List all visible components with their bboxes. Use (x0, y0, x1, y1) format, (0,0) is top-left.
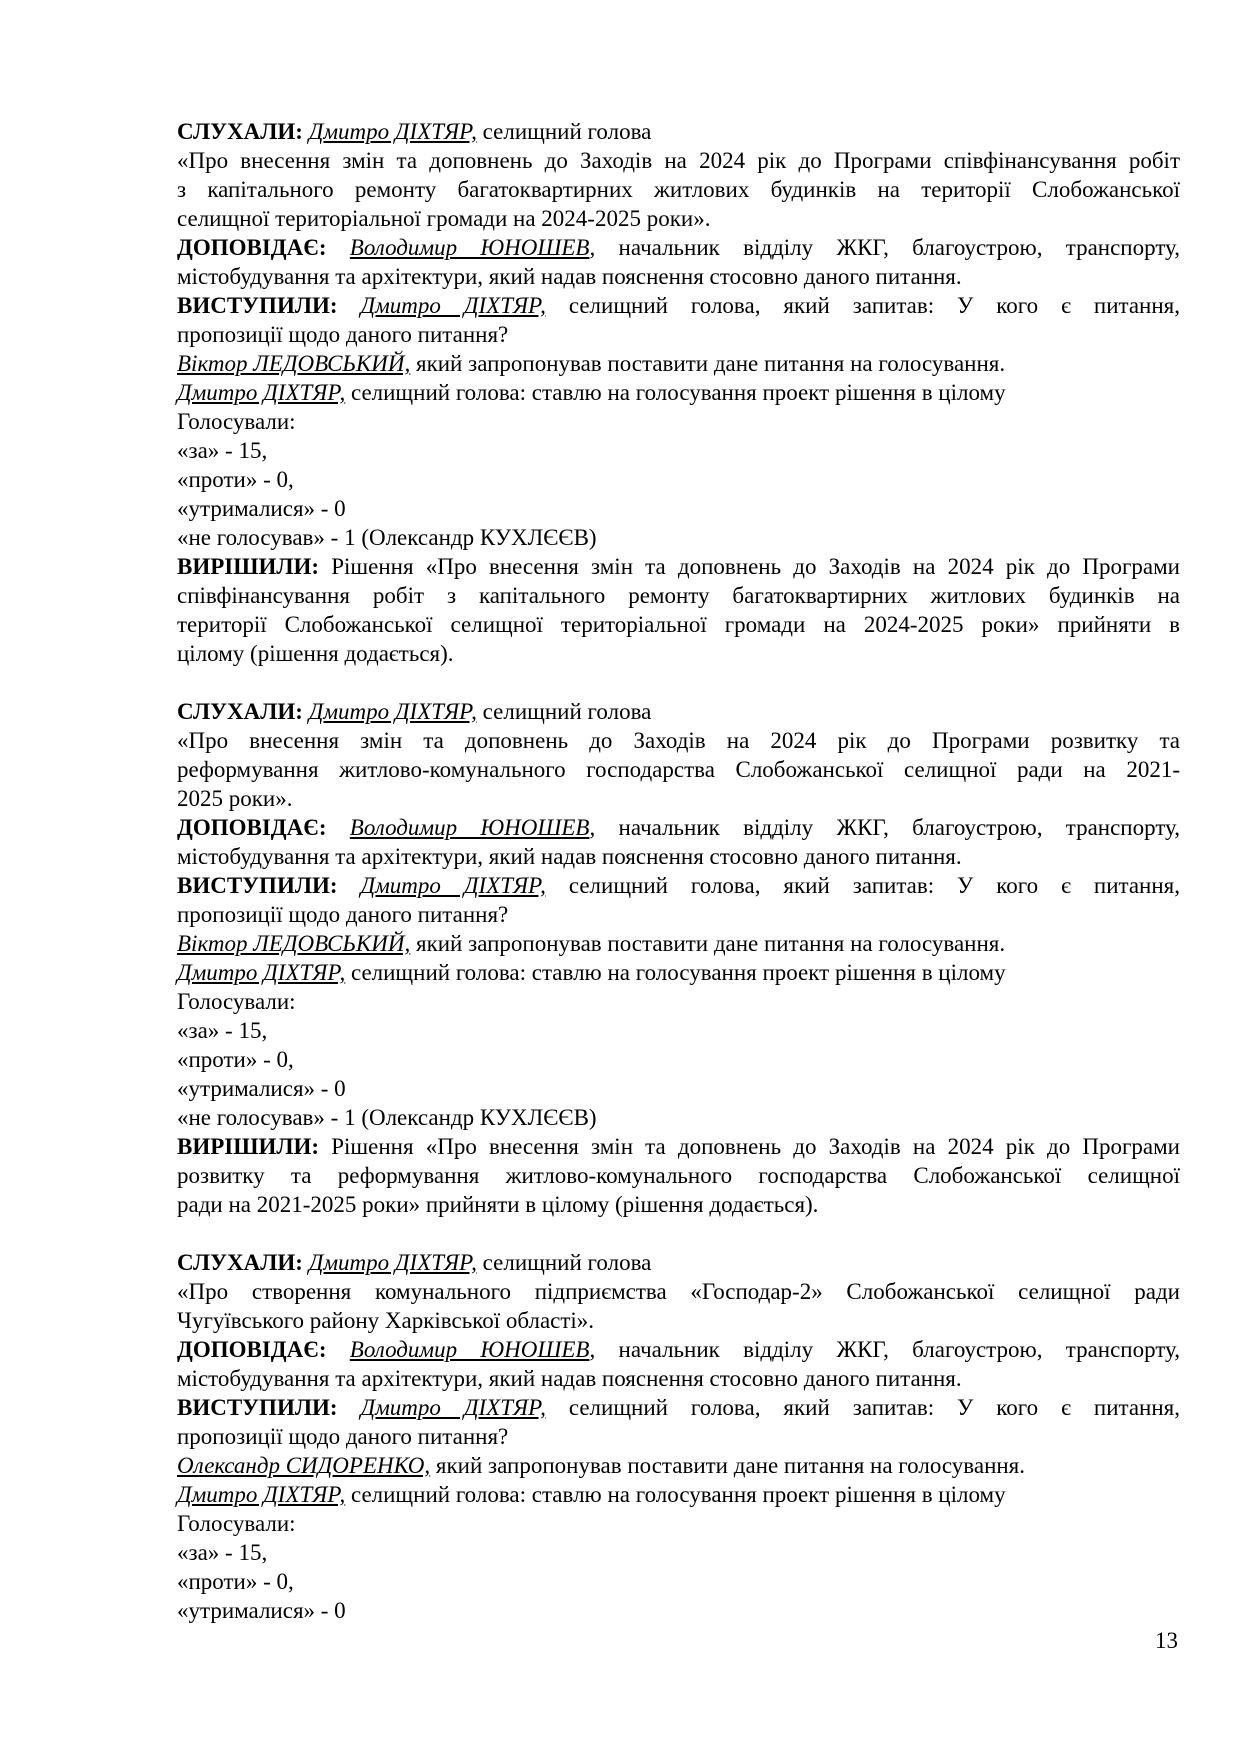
chair-name: Дмитро ДІХТЯР, (177, 960, 346, 985)
decision-line: співфінансування робіт з капітального ремонту багатоквартирних житлових будинків на (177, 583, 1180, 608)
proposer-text: який запропонував поставити дане питання на голосування. (410, 931, 1006, 956)
reporter-role: , начальник відділу ЖКГ, благоустрою, транспорту, (589, 815, 1181, 840)
agenda-line: Чугуївського району Харківської області». (177, 1308, 595, 1333)
decision-line (177, 552, 1180, 581)
proposer-name: Олександр СИДОРЕНКО, (177, 1453, 431, 1478)
vote-line: «не голосував» - 1 (Олександр КУХЛЄЄВ) (177, 1105, 597, 1130)
proposer-line (177, 349, 1180, 378)
chair-vote-line (177, 378, 1180, 407)
heard-label: СЛУХАЛИ: (177, 119, 303, 144)
vote-line: «проти» - 0, (177, 1047, 294, 1072)
vote-line: «утрималися» - 0 (177, 1076, 346, 1101)
chair-vote-line (177, 958, 1180, 987)
proposer-line (177, 1451, 1180, 1480)
chair-name: Дмитро ДІХТЯР, (308, 119, 477, 144)
chair-role: селищний голова (476, 119, 652, 144)
decision-line: території Слобожанської селищної територіальної громади на 2024-2025 роки» прийняти в (177, 612, 1180, 637)
agenda-line: «Про створення комунального підприємства «Господар-2» Слобожанської селищної ради (177, 1279, 1180, 1304)
agenda-line: селищної територіальної громади на 2024-2025 роки». (177, 206, 711, 231)
speaker-name: Дмитро ДІХТЯР, (360, 1395, 546, 1420)
proposer-name: Віктор ЛЕДОВСЬКИЙ, (177, 351, 411, 376)
vote-line: «проти» - 0, (177, 467, 294, 492)
reporter-line-2: містобудування та архітектури, який надав пояснення стосовно даного питання. (177, 264, 962, 289)
speaker-name: Дмитро ДІХТЯР, (360, 873, 546, 898)
agenda-line: «Про внесення змін та доповнень до Заходів на 2024 рік до Програми розвитку та (177, 728, 1180, 753)
decision-line: розвитку та реформування житлово-комунального господарства Слобожанської селищної (177, 1163, 1180, 1188)
speaker-line (177, 871, 1180, 900)
proposer-name: Віктор ЛЕДОВСЬКИЙ, (177, 931, 411, 956)
heard-line (177, 117, 1180, 146)
agenda-section-1 (177, 117, 1180, 668)
agenda-section-2 (177, 697, 1180, 1219)
reporter-line (177, 233, 1180, 262)
agenda-line: 2025 роки». (177, 786, 293, 811)
agenda-line: реформування житлово-комунального господарства Слобожанської селищної ради на 2021- (177, 757, 1180, 782)
vote-line: «утрималися» - 0 (177, 1598, 346, 1623)
reporter-line-2: містобудування та архітектури, який надав пояснення стосовно даного питання. (177, 844, 962, 869)
speaker-line (177, 291, 1180, 320)
heard-line (177, 1248, 1180, 1277)
reporter-line (177, 813, 1180, 842)
agenda-section-3 (177, 1248, 1180, 1625)
vote-line: Голосували: (177, 1511, 296, 1536)
chair-role: селищний голова (476, 1250, 652, 1275)
chair-name: Дмитро ДІХТЯР, (308, 1250, 477, 1275)
reporter-role: , начальник відділу ЖКГ, благоустрою, транспорту, (589, 1337, 1181, 1362)
chair-vote-text: селищний голова: ставлю на голосування проект рішення в цілому (345, 380, 1006, 405)
vote-line: «утрималися» - 0 (177, 496, 346, 521)
decision-line (177, 1132, 1180, 1161)
reports-label: ДОПОВІДАЄ: (177, 235, 327, 260)
reporter-role: , начальник відділу ЖКГ, благоустрою, транспорту, (589, 235, 1181, 260)
speaker-name: Дмитро ДІХТЯР, (360, 293, 546, 318)
chair-vote-line (177, 1480, 1180, 1509)
vote-line: «проти» - 0, (177, 1569, 294, 1594)
decision-line: цілому (рішення додається). (177, 641, 454, 666)
proposer-line (177, 929, 1180, 958)
speaker-text: селищний голова, який запитав: У кого є питання, (545, 1395, 1181, 1420)
chair-role: селищний голова (476, 699, 652, 724)
chair-name: Дмитро ДІХТЯР, (177, 380, 346, 405)
decided-label: ВИРІШИЛИ: (177, 1134, 320, 1159)
speaker-line (177, 1393, 1180, 1422)
spoke-label: ВИСТУПИЛИ: (177, 873, 338, 898)
spoke-label: ВИСТУПИЛИ: (177, 293, 338, 318)
reporter-name: Володимир ЮНОШЕВ (349, 1337, 590, 1362)
reports-label: ДОПОВІДАЄ: (177, 815, 327, 840)
proposer-text: який запропонував поставити дане питання на голосування. (430, 1453, 1026, 1478)
chair-name: Дмитро ДІХТЯР, (177, 1482, 346, 1507)
vote-line: Голосували: (177, 989, 296, 1014)
vote-line: «не голосував» - 1 (Олександр КУХЛЄЄВ) (177, 525, 597, 550)
speaker-line-2: пропозиції щодо даного питання? (177, 1424, 509, 1449)
vote-line: Голосували: (177, 409, 296, 434)
document-body (177, 117, 1180, 1654)
speaker-text: селищний голова, який запитав: У кого є питання, (545, 873, 1181, 898)
chair-name: Дмитро ДІХТЯР, (308, 699, 477, 724)
decision-line: ради на 2021-2025 роки» прийняти в цілому (рішення додається). (177, 1192, 819, 1217)
chair-vote-text: селищний голова: ставлю на голосування проект рішення в цілому (345, 960, 1006, 985)
vote-line: «за» - 15, (177, 438, 268, 463)
reports-label: ДОПОВІДАЄ: (177, 1337, 327, 1362)
reporter-name: Володимир ЮНОШЕВ (349, 235, 590, 260)
heard-label: СЛУХАЛИ: (177, 1250, 303, 1275)
speaker-line-2: пропозиції щодо даного питання? (177, 322, 509, 347)
reporter-line (177, 1335, 1180, 1364)
vote-line: «за» - 15, (177, 1018, 268, 1043)
agenda-line: з капітального ремонту багатоквартирних житлових будинків на території Слобожанської (177, 177, 1180, 202)
vote-line: «за» - 15, (177, 1540, 268, 1565)
heard-label: СЛУХАЛИ: (177, 699, 303, 724)
speaker-text: селищний голова, який запитав: У кого є питання, (545, 293, 1181, 318)
decision-text: Рішення «Про внесення змін та доповнень до Заходів на 2024 рік до Програми (319, 554, 1180, 579)
heard-line (177, 697, 1180, 726)
decided-label: ВИРІШИЛИ: (177, 554, 320, 579)
spoke-label: ВИСТУПИЛИ: (177, 1395, 338, 1420)
speaker-line-2: пропозиції щодо даного питання? (177, 902, 509, 927)
chair-vote-text: селищний голова: ставлю на голосування проект рішення в цілому (345, 1482, 1006, 1507)
agenda-line: «Про внесення змін та доповнень до Заходів на 2024 рік до Програми співфінансування робіт (177, 148, 1180, 173)
decision-text: Рішення «Про внесення змін та доповнень до Заходів на 2024 рік до Програми (319, 1134, 1180, 1159)
reporter-line-2: містобудування та архітектури, який надав пояснення стосовно даного питання. (177, 1366, 962, 1391)
reporter-name: Володимир ЮНОШЕВ (349, 815, 590, 840)
proposer-text: який запропонував поставити дане питання на голосування. (410, 351, 1006, 376)
page-number: 13 (1155, 1628, 1178, 1653)
